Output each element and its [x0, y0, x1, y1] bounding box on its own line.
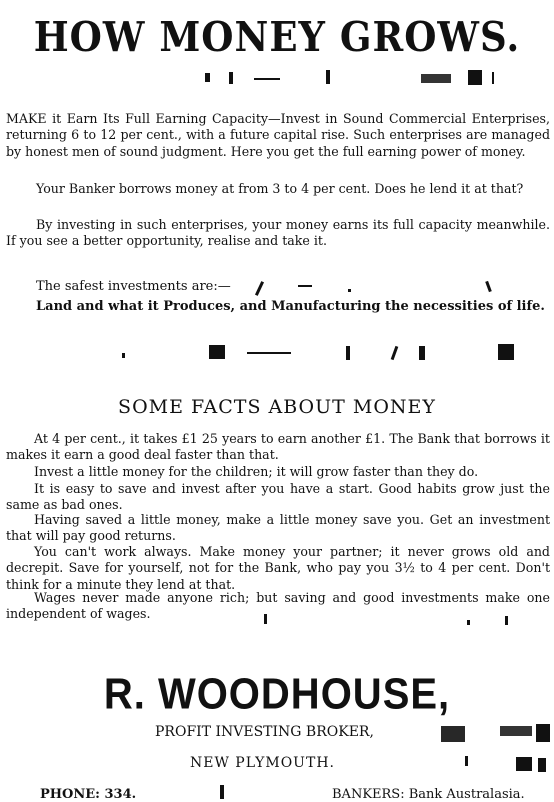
- safest-items: Land and what it Produces, and Manufacturing the necessities of life.: [36, 299, 545, 314]
- phone-number: PHONE: 334.: [40, 787, 137, 802]
- page-title: HOW MONEY GROWS.: [33, 12, 521, 62]
- fact-5: You can't work always. Make money your partner; it never grows old and decrepit. Save for yourself, not for the Bank, who pay you 3½ to 4 per cent. Don't think for a minute they lend at that.: [6, 544, 550, 592]
- fact-6: Wages never made anyone rich; but saving and good investments make one independent of wages.: [6, 590, 550, 622]
- fact-3: It is easy to save and invest after you have a start. Good habits grow just the same as bad ones.: [6, 481, 550, 513]
- fact-1: At 4 per cent., it takes £1 25 years to earn another £1. The Bank that borrows it makes it earn a good deal faster than that.: [6, 431, 550, 463]
- firm-town: NEW PLYMOUTH.: [190, 755, 335, 771]
- bankers: BANKERS: Bank Australasia.: [332, 787, 525, 802]
- intro-paragraph-2: Your Banker borrows money at from 3 to 4 per cent. Does he lend it at that?: [36, 181, 524, 196]
- safest-label: The safest investments are:—: [36, 279, 231, 294]
- intro-paragraph-1: MAKE it Earn Its Full Earning Capacity—Invest in Sound Commercial Enterprises, returning 6 to 12 per cent., with a future capital rise. Such enterprises are managed by honest men of sound judgment. Here you get the full earning power of money.: [6, 111, 550, 159]
- fact-2: Invest a little money for the children; it will grow faster than they do.: [34, 464, 479, 479]
- facts-heading: SOME FACTS ABOUT MONEY: [118, 396, 436, 418]
- firm-occupation: PROFIT INVESTING BROKER,: [155, 724, 374, 740]
- intro-paragraph-3: By investing in such enterprises, your money earns its full capacity meanwhile. If you see a better opportunity, realise and take it.: [6, 217, 550, 249]
- firm-name: R. WOODHOUSE,: [103, 670, 451, 719]
- fact-4: Having saved a little money, make a little money save you. Get an investment that will pay good returns.: [6, 512, 550, 544]
